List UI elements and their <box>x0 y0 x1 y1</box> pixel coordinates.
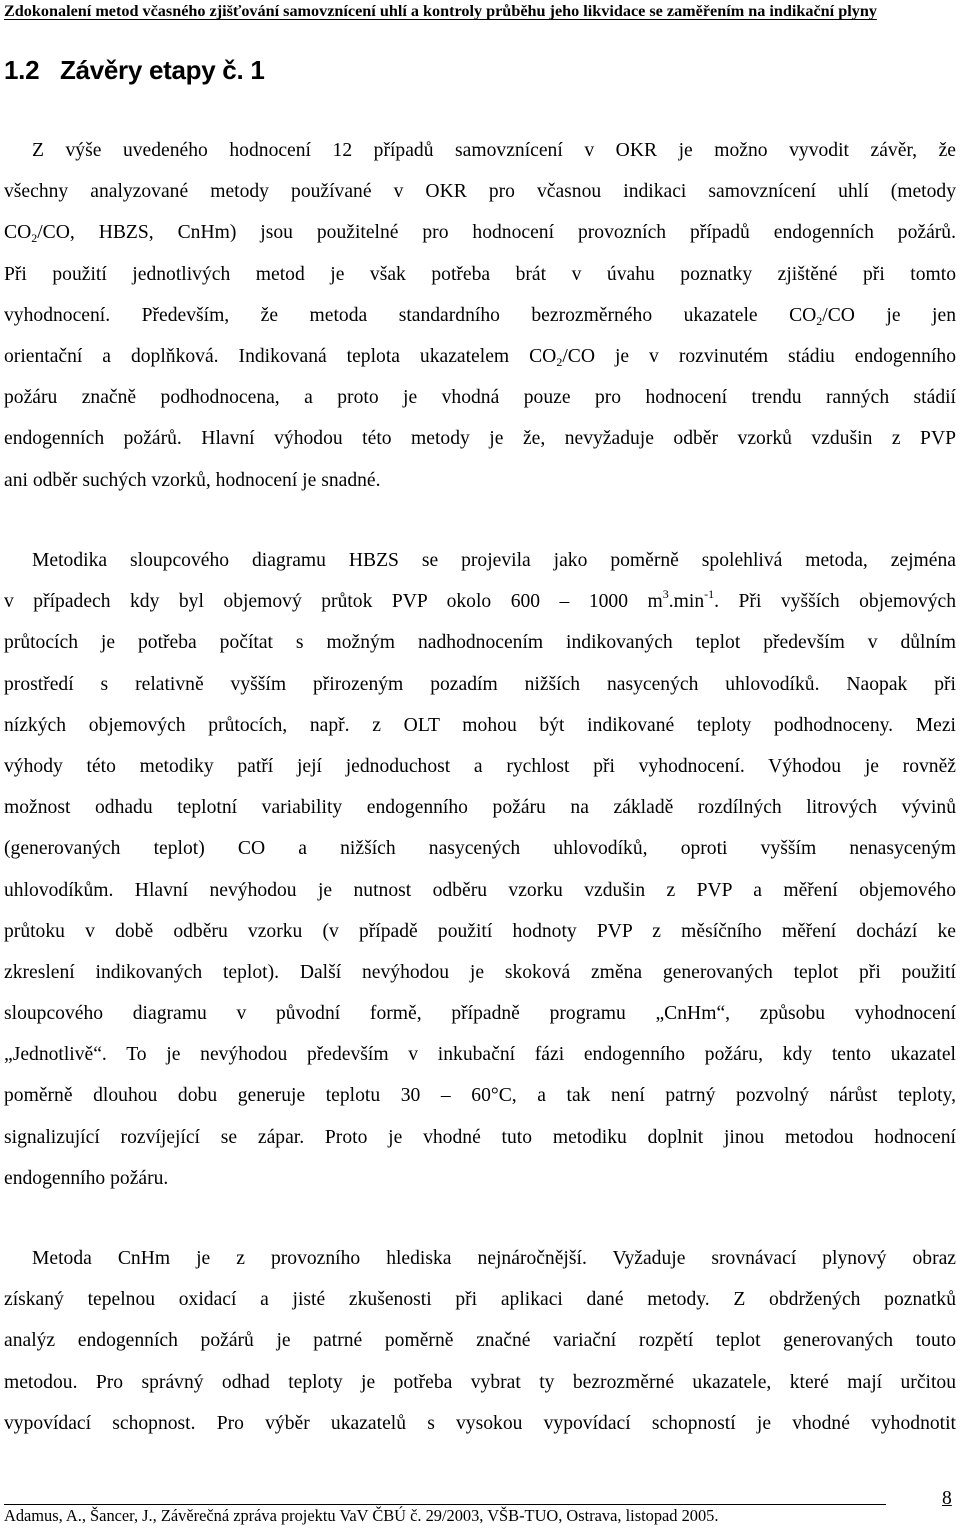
text-line: endogenních požárů. Hlavní výhodou této metody je že, nevyžaduje odběr vzorků vzdušin z PVP <box>4 428 956 450</box>
page-number: 8 <box>942 1488 952 1509</box>
paragraph-1 <box>4 130 956 501</box>
text-line: Při použití jednotlivých metod je však potřeba brát v úvahu poznatky zjištěné při tomto <box>4 263 956 285</box>
text-line: (generovaných teplot) CO a nižších nasycených uhlovodíků, oproti vyšším nenasyceným <box>4 838 956 860</box>
paragraph-3 <box>4 1238 956 1444</box>
text-line: Z výše uvedeného hodnocení 12 případů samovznícení v OKR je možno vyvodit závěr, že <box>32 140 956 161</box>
text-line: Metoda CnHm je z provozního hlediska nejnáročnější. Vyžaduje srovnávací plynový obraz <box>32 1248 956 1269</box>
text-line: analýz endogenních požárů je patrné poměrně značné variační rozpětí teplot generovaných touto <box>4 1330 956 1352</box>
text-line: vypovídací schopnost. Pro výběr ukazatelů s vysokou vypovídací schopností je vhodné vyhodnotit <box>4 1412 956 1434</box>
text-line: Metodika sloupcového diagramu HBZS se projevila jako poměrně spolehlivá metoda, zejména <box>32 550 956 571</box>
footer-citation: Adamus, A., Šancer, J., Závěrečná zpráva projektu VaV ČBÚ č. 29/2003, VŠB-TUO, Ostrava, listopad 2005. <box>4 1506 719 1525</box>
text-line: sloupcového diagramu v původní formě, případně programu „CnHm“, způsobu vyhodnocení <box>4 1003 956 1025</box>
text-line: zkreslení indikovaných teplot). Další nevýhodou je skoková změna generovaných teplot při použití <box>4 961 956 983</box>
text-line: průtoku v době odběru vzorku (v případě použití hodnoty PVP z měsíčního měření dochází ke <box>4 920 956 942</box>
text-line: orientační a doplňková. Indikovaná teplota ukazatelem $CO_2/CO$ je v rozvinutém stádiu endogenního <box>4 345 956 369</box>
text-line: metodou. Pro správný odhad teploty je potřeba vybrat ty bezrozměrné ukazatele, které mají určitou <box>4 1371 956 1393</box>
text-line: průtocích je potřeba počítat s možným nadhodnocením indikovaných teplot především v důlním <box>4 632 956 654</box>
section-number: 1.2 <box>4 55 40 85</box>
text-line: ani odběr suchých vzorků, hodnocení je snadné. <box>4 469 381 491</box>
running-header: Zdokonalení metod včasného zjišťování samovznícení uhlí a kontroly průběhu jeho likvidace se zaměřením na indikační plyny <box>4 2 877 20</box>
text-line: možnost odhadu teplotní variability endogenního požáru na základě rozdílných litrových vývinů <box>4 797 956 819</box>
text-line: požáru značně podhodnocena, a proto je vhodná pouze pro hodnocení trendu ranných stádií <box>4 387 956 409</box>
text-line: uhlovodíkům. Hlavní nevýhodou je nutnost odběru vzorku vzdušin z PVP a měření objemového <box>4 879 956 901</box>
footer-divider <box>4 1504 886 1505</box>
section-heading <box>4 55 264 86</box>
text-line: nízkých objemových průtocích, např. z OLT mohou být indikované teploty podhodnoceny. Mezi <box>4 714 956 736</box>
text-line: vyhodnocení. Především, že metoda standardního bezrozměrného ukazatele $CO_2/CO$ je jen <box>4 304 956 328</box>
text-line: získaný tepelnou oxidací a jisté zkušenosti při aplikaci dané metody. Z obdržených poznatků <box>4 1289 956 1311</box>
text-line: v případech kdy byl objemový průtok PVP okolo 600 – 1000 $m^3.\min^{-1}$. Při vyšších objemových <box>4 587 956 613</box>
text-line: poměrně dlouhou dobu generuje teplotu 30 – 60°C, a tak není patrný pozvolný nárůst teploty, <box>4 1085 956 1107</box>
paragraph-2 <box>4 540 956 1199</box>
text-line: všechny analyzované metody používané v OKR pro včasnou indikaci samovznícení uhlí (metody <box>4 181 956 203</box>
section-title: Závěry etapy č. 1 <box>60 55 265 85</box>
text-line: „Jednotlivě“. To je nevýhodou především v inkubační fázi endogenního požáru, kdy tento ukazatel <box>4 1044 956 1066</box>
text-line: endogenního požáru. <box>4 1167 169 1189</box>
text-line: signalizující rozvíjející se zápar. Proto je vhodné tuto metodiku doplnit jinou metodou hodnocení <box>4 1126 956 1148</box>
text-line: výhody této metodiky patří její jednoduchost a rychlost při vyhodnocení. Výhodou je rovněž <box>4 755 956 777</box>
text-line: prostředí s relativně vyšším přirozeným pozadím nižších nasycených uhlovodíků. Naopak při <box>4 673 956 695</box>
text-line: $CO_2/CO$, HBZS, CnHm) jsou použitelné pro hodnocení provozních případů endogenních požárů. <box>4 222 956 246</box>
